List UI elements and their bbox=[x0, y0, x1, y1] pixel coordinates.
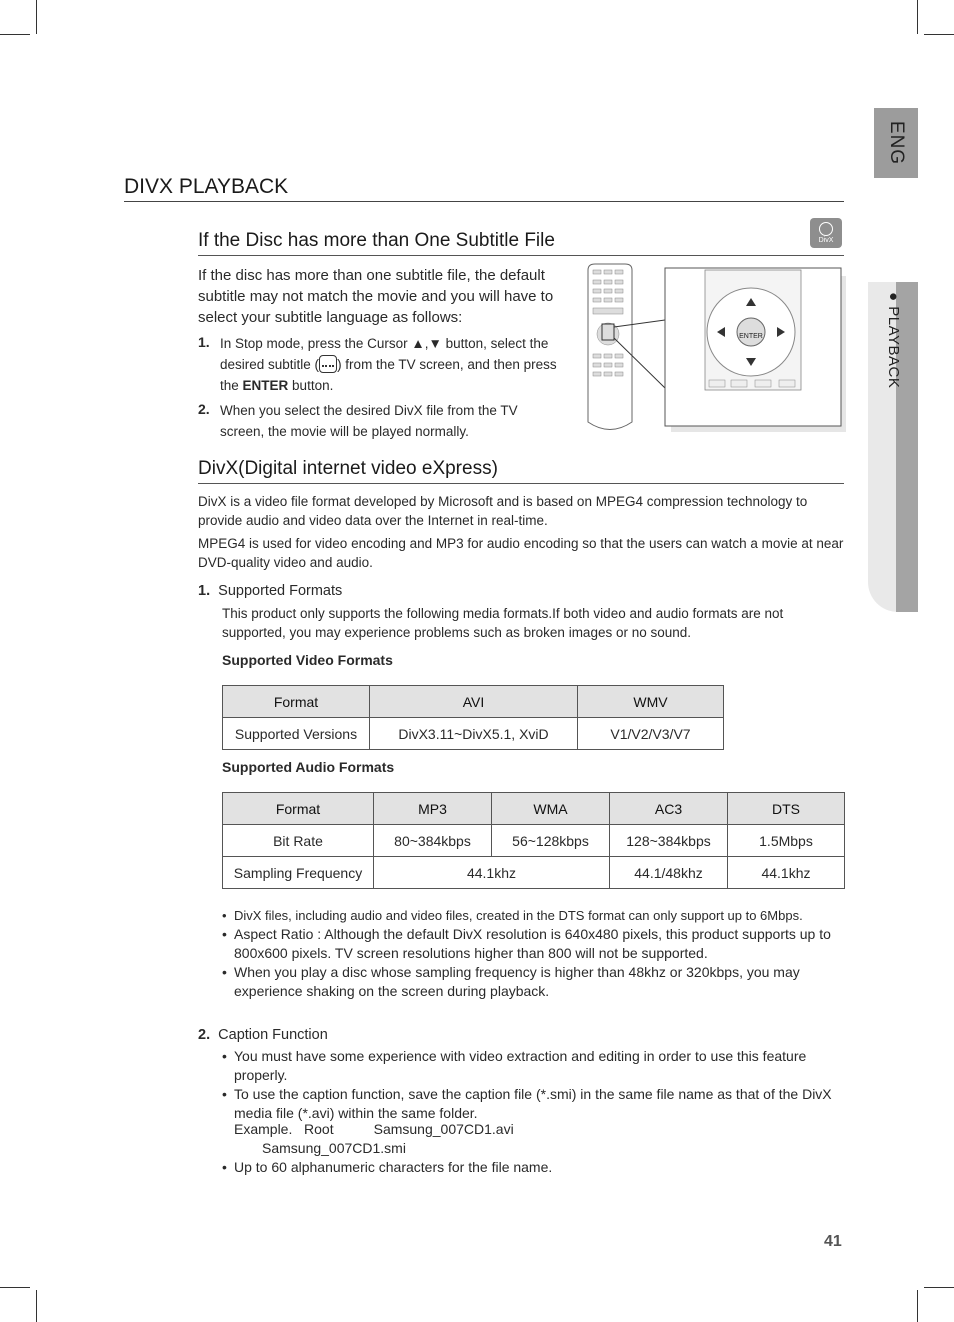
page-number: 41 bbox=[824, 1233, 842, 1250]
table-row bbox=[223, 825, 845, 857]
list-item: • When you play a disc whose sampling frequency is higher than 48khz or 320kbps, you may experience shaking on the screen during playback. bbox=[222, 963, 844, 1001]
step-1-number: 1. bbox=[198, 334, 210, 350]
video-formats-title: Supported Video Formats bbox=[222, 652, 393, 668]
divx-disc-icon: DivX bbox=[810, 218, 842, 248]
table-cell: 128~384kbps bbox=[610, 825, 728, 857]
section-tab bbox=[868, 282, 918, 612]
step-2-text: When you select the desired DivX file from the TV screen, the movie will be played normally. bbox=[220, 403, 518, 439]
table-row bbox=[223, 718, 724, 750]
table-cell: V1/V2/V3/V7 bbox=[578, 718, 724, 750]
svg-text:ENTER: ENTER bbox=[739, 333, 763, 340]
table-cell: 1.5Mbps bbox=[728, 825, 845, 857]
table-header: Format bbox=[223, 793, 374, 825]
divx-para-1: DivX is a video file format developed by Microsoft and is based on MPEG4 compression technology to provide audio and video data over the Internet in real-time. bbox=[198, 494, 808, 528]
audio-formats-table bbox=[222, 792, 845, 889]
format-notes bbox=[222, 906, 844, 1001]
caption-notes bbox=[222, 1047, 844, 1123]
subtitle-icon bbox=[319, 355, 337, 373]
list-item: • DivX files, including audio and video files, created in the DTS format can only support up to 6Mbps. bbox=[222, 906, 844, 925]
formats-description: This product only supports the following media formats.If both video and audio formats are not supported, you may experience problems such as broken images or no sound. bbox=[222, 606, 784, 640]
table-cell: 44.1/48khz bbox=[610, 857, 728, 889]
caption-heading: 2. Caption Function bbox=[198, 1027, 328, 1043]
table-cell: Bit Rate bbox=[223, 825, 374, 857]
caption-notes-2 bbox=[222, 1158, 844, 1177]
table-header: Format bbox=[223, 686, 370, 718]
table-header: AVI bbox=[370, 686, 578, 718]
table-header: WMA bbox=[492, 793, 610, 825]
table-header: DTS bbox=[728, 793, 845, 825]
remote-control-illustration bbox=[585, 262, 850, 437]
step-1-text: In Stop mode, press the Cursor ▲,▼ button, select the desired subtitle ( ) from the TV screen, and then press the ENTER button. bbox=[220, 336, 557, 393]
table-cell: Supported Versions bbox=[223, 718, 370, 750]
table-row bbox=[223, 857, 845, 889]
video-formats-table bbox=[222, 685, 724, 750]
language-tab-label: ENG bbox=[886, 120, 907, 166]
list-item: • Up to 60 alphanumeric characters for the file name. bbox=[222, 1158, 844, 1177]
page-title: DIVX PLAYBACK bbox=[124, 175, 844, 202]
table-cell: 80~384kbps bbox=[374, 825, 492, 857]
table-row bbox=[223, 686, 724, 718]
table-header: WMV bbox=[578, 686, 724, 718]
list-item: • To use the caption function, save the caption file (*.smi) in the same file name as that of the DivX media file (*.avi) within the same folder. bbox=[222, 1085, 844, 1123]
table-cell: 44.1khz bbox=[728, 857, 845, 889]
table-cell: Sampling Frequency bbox=[223, 857, 374, 889]
table-row bbox=[223, 793, 845, 825]
list-item: • Aspect Ratio : Although the default DivX resolution is 640x480 pixels, this product supports up to 800x600 pixels. TV screen resolutions higher than 800 will not be supported. bbox=[222, 925, 844, 963]
table-cell: DivX3.11~DivX5.1, XviD bbox=[370, 718, 578, 750]
list-item: • You must have some experience with video extraction and editing in order to use this feature properly. bbox=[222, 1047, 844, 1085]
subtitle-heading: If the Disc has more than One Subtitle File bbox=[198, 230, 844, 256]
table-cell: 44.1khz bbox=[374, 857, 610, 889]
formats-heading: 1. Supported Formats bbox=[198, 583, 343, 599]
language-tab bbox=[874, 108, 918, 178]
subtitle-intro: If the disc has more than one subtitle file, the default subtitle may not match the movie and you will have to select your subtitle language as follows: bbox=[198, 267, 554, 326]
audio-formats-title: Supported Audio Formats bbox=[222, 759, 395, 775]
table-cell: 56~128kbps bbox=[492, 825, 610, 857]
step-2-number: 2. bbox=[198, 401, 210, 417]
table-header: MP3 bbox=[374, 793, 492, 825]
section-tab-label: ● PLAYBACK bbox=[885, 292, 902, 389]
divx-para-2: MPEG4 is used for video encoding and MP3 for audio encoding so that the users can watch a movie at near DVD-quality video and audio. bbox=[198, 536, 844, 570]
divx-heading: DivX(Digital internet video eXpress) bbox=[198, 458, 844, 484]
caption-example: Example. Root Samsung_007CD1.avi Samsung_007CD1.smi bbox=[234, 1121, 514, 1156]
table-header: AC3 bbox=[610, 793, 728, 825]
